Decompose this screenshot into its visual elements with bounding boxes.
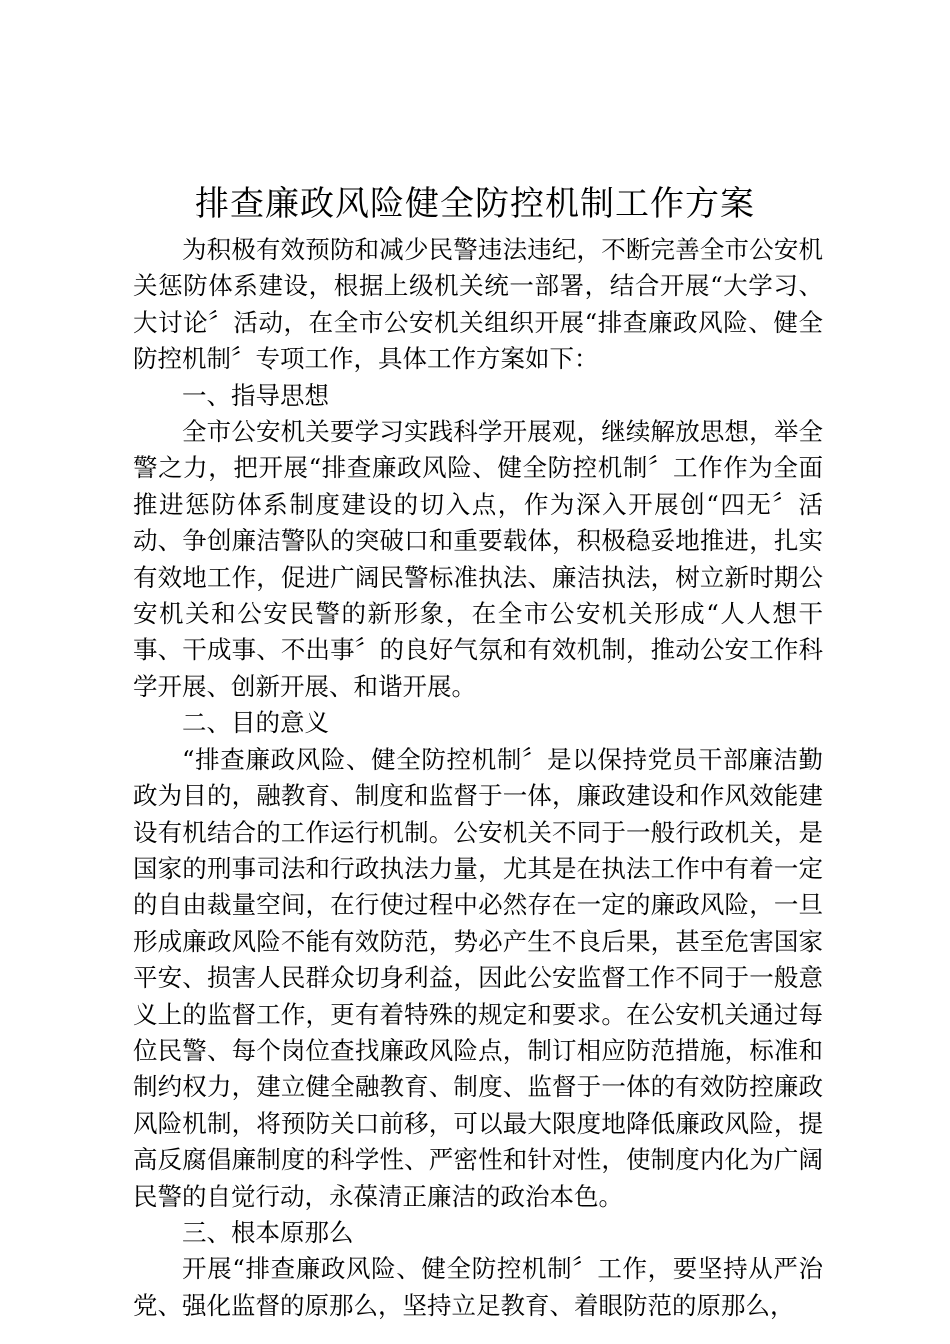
paragraph-principles: 开展“排查廉政风险、健全防控机制〞工作，要坚持从严治党、强化监督的原那么，坚持立足教育、着眼防范的原那么，	[133, 1254, 823, 1320]
section-heading-2: 二、目的意义	[182, 708, 329, 738]
document-body	[133, 232, 823, 1324]
document-title: 排查廉政风险健全防控机制工作方案	[195, 184, 755, 224]
section-heading-1: 一、指导思想	[182, 380, 329, 410]
paragraph-purpose: “排查廉政风险、健全防控机制〞是以保持党员干部廉洁勤政为目的，融教育、制度和监督于一体，廉政建设和作风效能建设有机结合的工作运行机制。公安机关不同于一般行政机关，是国家的刑事司法和行政执法力量，尤其是在执法工作中有着一定的自由裁量空间，在行使过程中必然存在一定的廉政风险，一旦形成廉政风险不能有效防范，势必产生不良后果，甚至危害国家平安、损害人民群众切身利益，因此公安监督工作不同于一般意义上的监督工作，更有着特殊的规定和要求。在公安机关通过每位民警、每个岗位查找廉政风险点，制订相应防范措施，标准和制约权力，建立健全融教育、制度、监督于一体的有效防控廉政风险机制，将预防关口前移，可以最大限度地降低廉政风险，提高反腐倡廉制度的科学性、严密性和针对性，使制度内化为广阔民警的自觉行动，永葆清正廉洁的政治本色。	[133, 744, 823, 1211]
paragraph-guiding-thought: 全市公安机关要学习实践科学开展观，继续解放思想，举全警之力，把开展“排查廉政风险、健全防控机制〞工作作为全面推进惩防体系制度建设的切入点，作为深入开展创“四无〞活动、争创廉洁警队的突破口和重要载体，积极稳妥地推进，扎实有效地工作，促进广阔民警标准执法、廉洁执法，树立新时期公安机关和公安民警的新形象，在全市公安机关形成“人人想干事、干成事、不出事〞的良好气氛和有效机制，推动公安工作科学开展、创新开展、和谐开展。	[133, 417, 823, 701]
paragraph-intro: 为积极有效预防和减少民警违法违纪，不断完善全市公安机关惩防体系建设，根据上级机关统一部署，结合开展“大学习、大讨论〞活动，在全市公安机关组织开展“排查廉政风险、健全防控机制〞专项工作，具体工作方案如下：	[133, 235, 823, 374]
section-heading-3: 三、根本原那么	[182, 1217, 354, 1247]
